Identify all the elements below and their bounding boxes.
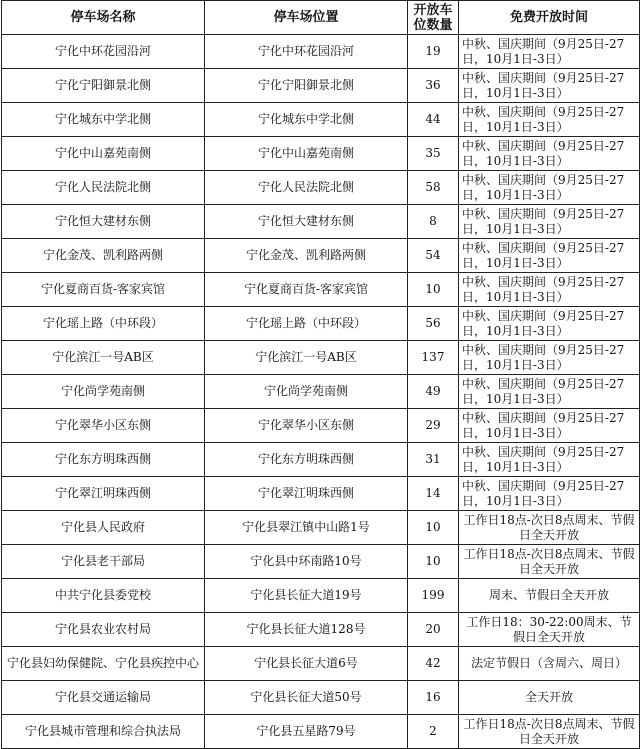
cell-location: 宁化县翠江镇中山路1号	[205, 511, 408, 545]
cell-free-time: 中秋、国庆期间（9月25日-27日，10月1日-3日）	[459, 137, 640, 171]
cell-location: 宁化宁阳御景北侧	[205, 69, 408, 103]
table-row	[2, 681, 640, 715]
cell-location: 宁化县五星路79号	[205, 715, 408, 749]
cell-name: 宁化尚学苑南侧	[2, 375, 205, 409]
cell-free-time: 中秋、国庆期间（9月25日-27日，10月1日-3日）	[459, 239, 640, 273]
cell-name: 宁化翠华小区东侧	[2, 409, 205, 443]
cell-location: 宁化滨江一号AB区	[205, 341, 408, 375]
cell-name: 宁化县交通运输局	[2, 681, 205, 715]
cell-location: 宁化金茂、凯利路两侧	[205, 239, 408, 273]
table-row	[2, 647, 640, 681]
table-row	[2, 103, 640, 137]
table-row	[2, 137, 640, 171]
cell-free-time: 工作日18点-次日8点周末、节假日全天开放	[459, 545, 640, 579]
table-row	[2, 511, 640, 545]
table-row	[2, 545, 640, 579]
cell-free-time: 中秋、国庆期间（9月25日-27日，10月1日-3日）	[459, 477, 640, 511]
cell-name: 宁化县城市管理和综合执法局	[2, 715, 205, 749]
cell-name: 中共宁化县委党校	[2, 579, 205, 613]
cell-spaces: 10	[408, 545, 459, 579]
cell-spaces: 19	[408, 35, 459, 69]
parking-table	[1, 0, 640, 749]
cell-spaces: 49	[408, 375, 459, 409]
cell-name: 宁化中山嘉苑南侧	[2, 137, 205, 171]
table-row	[2, 443, 640, 477]
table-row	[2, 375, 640, 409]
cell-name: 宁化县妇幼保健院、宁化县疾控中心	[2, 647, 205, 681]
cell-free-time: 工作日18点-次日8点周末、节假日全天开放	[459, 715, 640, 749]
cell-location: 宁化县长征大道19号	[205, 579, 408, 613]
cell-free-time: 法定节假日（含周六、周日）	[459, 647, 640, 681]
cell-name: 宁化东方明珠西侧	[2, 443, 205, 477]
cell-name: 宁化宁阳御景北侧	[2, 69, 205, 103]
cell-free-time: 工作日18点-次日8点周末、节假日全天开放	[459, 511, 640, 545]
cell-name: 宁化城东中学北侧	[2, 103, 205, 137]
cell-spaces: 44	[408, 103, 459, 137]
cell-location: 宁化人民法院北侧	[205, 171, 408, 205]
table-row	[2, 715, 640, 749]
header-location: 停车场位置	[205, 1, 408, 35]
cell-spaces: 14	[408, 477, 459, 511]
cell-spaces: 56	[408, 307, 459, 341]
cell-location: 宁化县中环南路10号	[205, 545, 408, 579]
cell-name: 宁化金茂、凯利路两侧	[2, 239, 205, 273]
cell-spaces: 31	[408, 443, 459, 477]
cell-name: 宁化中环花园沿河	[2, 35, 205, 69]
cell-name: 宁化恒大建材东侧	[2, 205, 205, 239]
cell-name: 宁化滨江一号AB区	[2, 341, 205, 375]
table-row	[2, 69, 640, 103]
cell-spaces: 35	[408, 137, 459, 171]
cell-free-time: 中秋、国庆期间（9月25日-27日，10月1日-3日）	[459, 103, 640, 137]
cell-spaces: 16	[408, 681, 459, 715]
cell-location: 宁化瑶上路（中环段）	[205, 307, 408, 341]
cell-location: 宁化翠华小区东侧	[205, 409, 408, 443]
table-row	[2, 307, 640, 341]
cell-spaces: 36	[408, 69, 459, 103]
table-row	[2, 477, 640, 511]
table-body	[2, 35, 640, 749]
cell-free-time: 中秋、国庆期间（9月25日-27日，10月1日-3日）	[459, 205, 640, 239]
cell-name: 宁化县人民政府	[2, 511, 205, 545]
cell-spaces: 29	[408, 409, 459, 443]
cell-spaces: 2	[408, 715, 459, 749]
table-row	[2, 613, 640, 647]
table-row	[2, 171, 640, 205]
cell-free-time: 周末、节假日全天开放	[459, 579, 640, 613]
table-row	[2, 579, 640, 613]
cell-free-time: 中秋、国庆期间（9月25日-27日，10月1日-3日）	[459, 375, 640, 409]
cell-name: 宁化翠江明珠西侧	[2, 477, 205, 511]
table-row	[2, 341, 640, 375]
cell-spaces: 137	[408, 341, 459, 375]
cell-location: 宁化中环花园沿河	[205, 35, 408, 69]
cell-free-time: 中秋、国庆期间（9月25日-27日，10月1日-3日）	[459, 69, 640, 103]
table-row	[2, 35, 640, 69]
cell-spaces: 42	[408, 647, 459, 681]
cell-free-time: 中秋、国庆期间（9月25日-27日，10月1日-3日）	[459, 35, 640, 69]
header-spaces: 开放车位数量	[408, 1, 459, 35]
cell-free-time: 中秋、国庆期间（9月25日-27日，10月1日-3日）	[459, 341, 640, 375]
cell-spaces: 58	[408, 171, 459, 205]
table-row	[2, 409, 640, 443]
header-row	[2, 1, 640, 35]
header-name: 停车场名称	[2, 1, 205, 35]
cell-name: 宁化瑶上路（中环段）	[2, 307, 205, 341]
cell-location: 宁化城东中学北侧	[205, 103, 408, 137]
cell-location: 宁化县长征大道128号	[205, 613, 408, 647]
cell-free-time: 中秋、国庆期间（9月25日-27日，10月1日-3日）	[459, 307, 640, 341]
cell-name: 宁化县老干部局	[2, 545, 205, 579]
cell-free-time: 中秋、国庆期间（9月25日-27日，10月1日-3日）	[459, 171, 640, 205]
cell-name: 宁化人民法院北侧	[2, 171, 205, 205]
cell-location: 宁化县长征大道50号	[205, 681, 408, 715]
table-row	[2, 273, 640, 307]
cell-spaces: 10	[408, 511, 459, 545]
cell-spaces: 10	[408, 273, 459, 307]
cell-free-time: 工作日18：30-22:00周末、节假日全天开放	[459, 613, 640, 647]
cell-location: 宁化东方明珠西侧	[205, 443, 408, 477]
cell-location: 宁化翠江明珠西侧	[205, 477, 408, 511]
cell-location: 宁化中山嘉苑南侧	[205, 137, 408, 171]
table-row	[2, 239, 640, 273]
cell-free-time: 中秋、国庆期间（9月25日-27日，10月1日-3日）	[459, 409, 640, 443]
cell-spaces: 8	[408, 205, 459, 239]
cell-location: 宁化县长征大道6号	[205, 647, 408, 681]
cell-spaces: 199	[408, 579, 459, 613]
cell-free-time: 全天开放	[459, 681, 640, 715]
cell-location: 宁化尚学苑南侧	[205, 375, 408, 409]
cell-name: 宁化夏商百货-客家宾馆	[2, 273, 205, 307]
cell-free-time: 中秋、国庆期间（9月25日-27日，10月1日-3日）	[459, 443, 640, 477]
table-row	[2, 205, 640, 239]
cell-location: 宁化夏商百货-客家宾馆	[205, 273, 408, 307]
header-free-time: 免费开放时间	[459, 1, 640, 35]
cell-spaces: 54	[408, 239, 459, 273]
cell-name: 宁化县农业农村局	[2, 613, 205, 647]
cell-free-time: 中秋、国庆期间（9月25日-27日，10月1日-3日）	[459, 273, 640, 307]
cell-location: 宁化恒大建材东侧	[205, 205, 408, 239]
cell-spaces: 20	[408, 613, 459, 647]
